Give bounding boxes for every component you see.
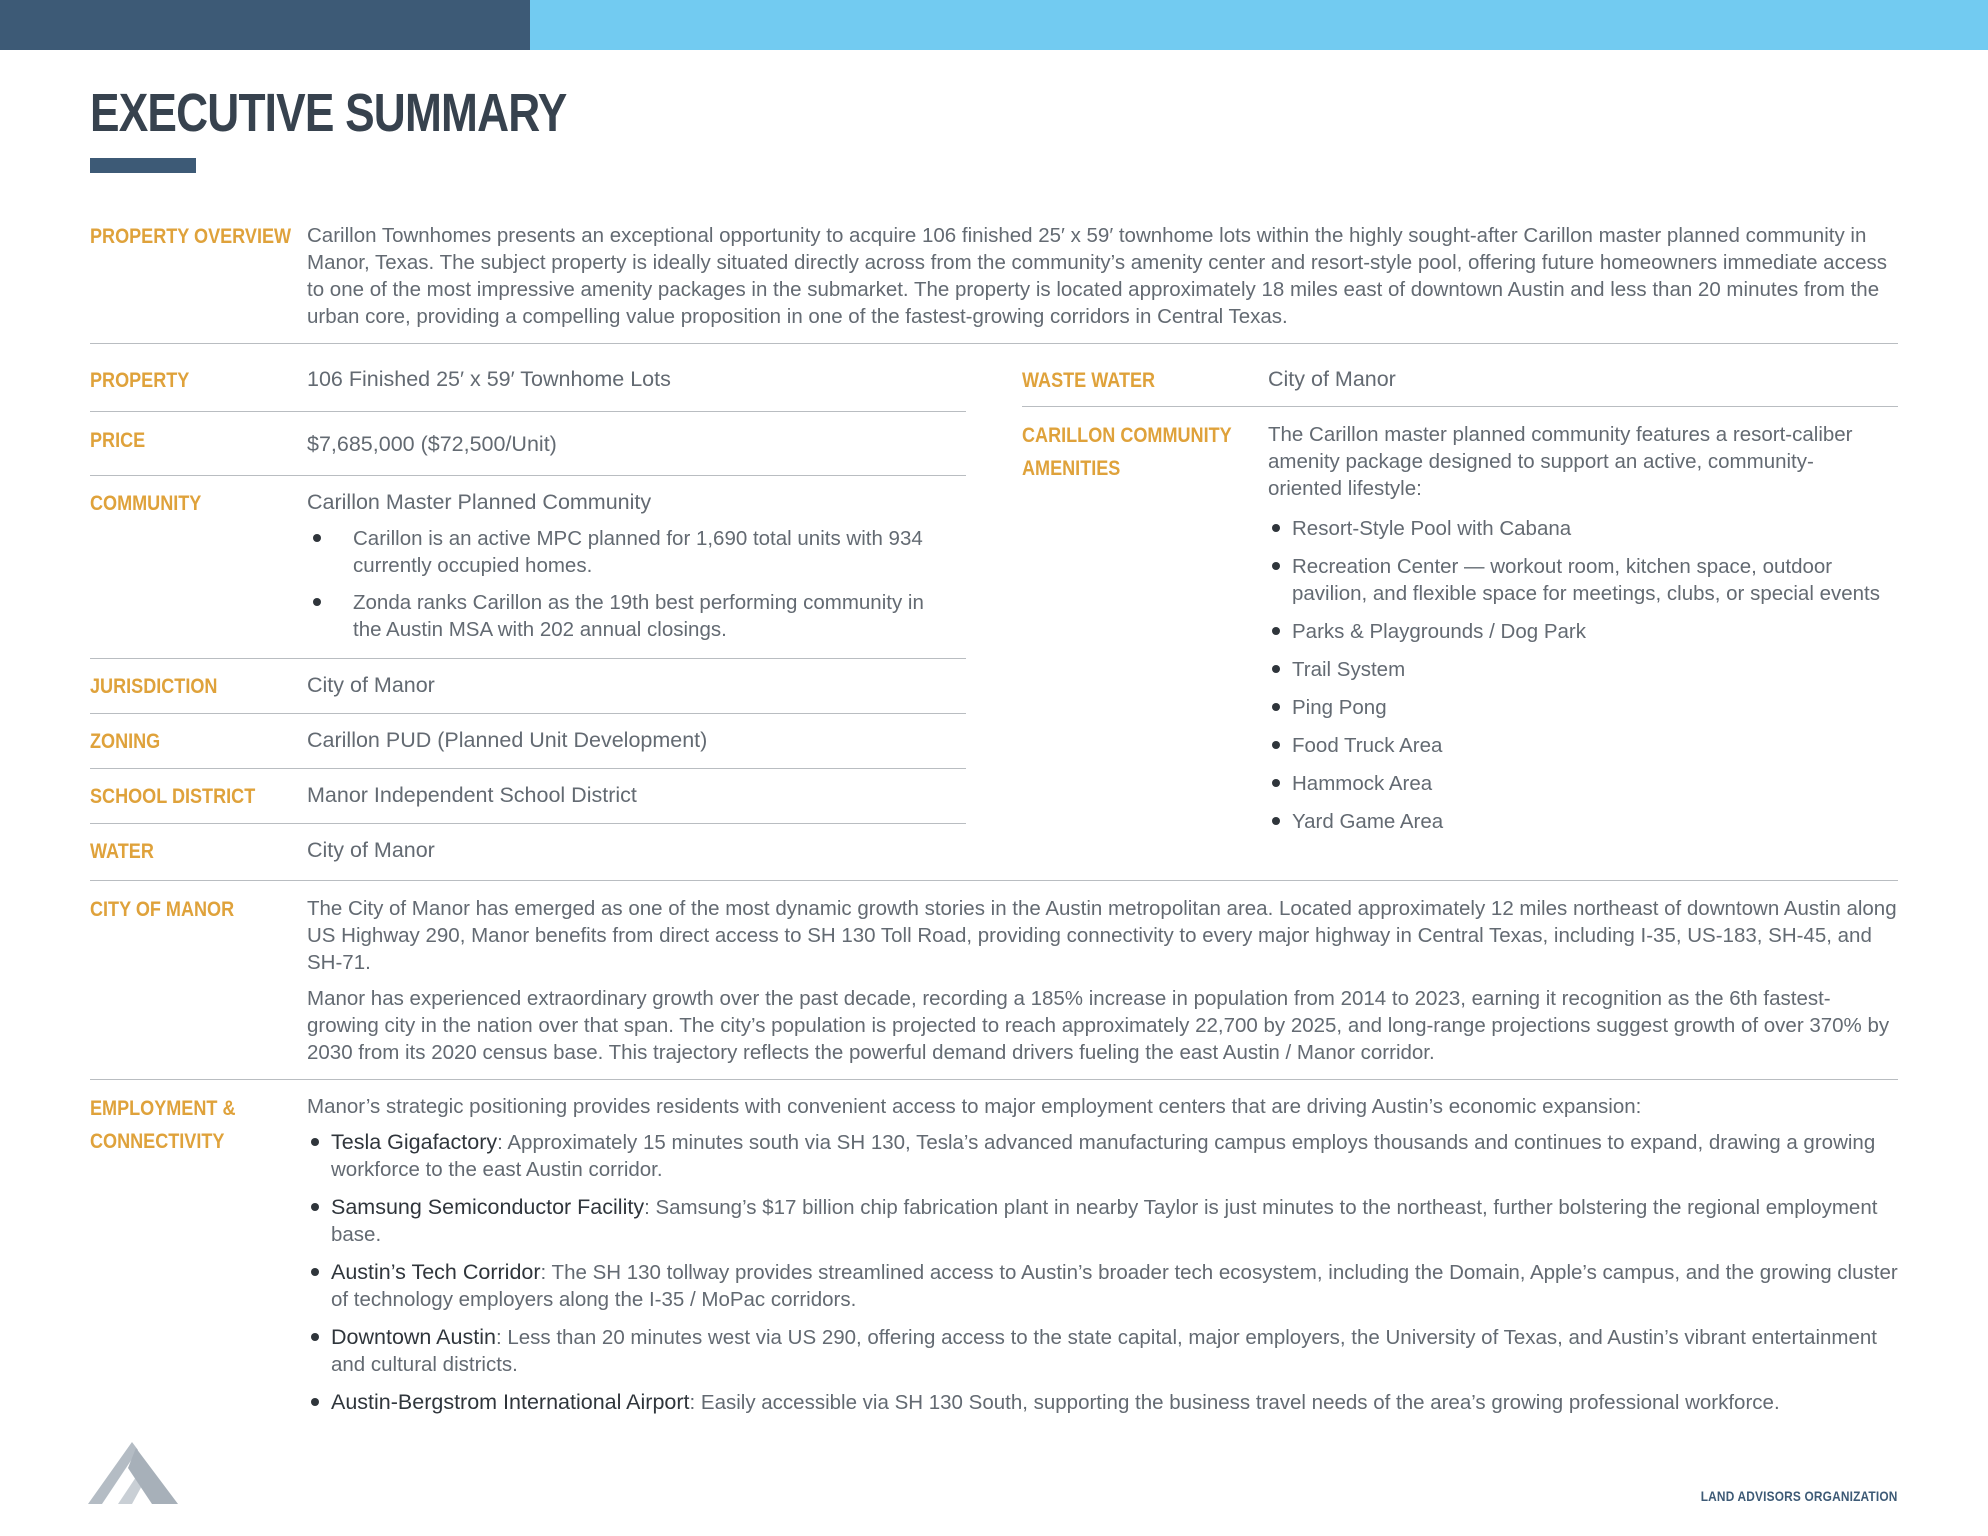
list-item: Austin-Bergstrom International Airport: Easily accessible via SH 130 South, supporting the business travel needs of the area’s growing professional workforce. xyxy=(307,1389,1907,1416)
value-school-district: Manor Independent School District xyxy=(307,783,637,807)
list-item: Samsung Semiconductor Facility: Samsung’s $17 billion chip fabrication plant in nearby Taylor is just minutes to the northeast, further bolstering the regional employment base. xyxy=(307,1194,1907,1248)
employment-list xyxy=(307,1129,1907,1427)
divider xyxy=(90,880,1898,881)
bullet-icon xyxy=(311,1333,319,1341)
city-of-manor-para-1: The City of Manor has emerged as one of the most dynamic growth stories in the Austin metropolitan area. Located approximately 12 miles northeast of downtown Austin along US Highway 290, Manor benefits from direct access to SH 130 Toll Road, providing connectivity to every major highway in Central Texas, including I-35, US-183, SH-45, and SH-71. xyxy=(307,897,1897,974)
list-item: Food Truck Area xyxy=(1268,732,1888,759)
label-amenities-line1: CARILLON COMMUNITY xyxy=(1022,424,1232,447)
amenities-list xyxy=(1268,515,1888,846)
list-item: Yard Game Area xyxy=(1268,808,1888,835)
label-employment-line2: CONNECTIVITY xyxy=(90,1130,225,1153)
label-amenities-line2: AMENITIES xyxy=(1022,457,1121,480)
value-property: 106 Finished 25′ x 59′ Townhome Lots xyxy=(307,367,671,391)
label-zoning: ZONING xyxy=(90,730,161,753)
value-community: Carillon Master Planned Community xyxy=(307,490,652,514)
divider xyxy=(90,343,1898,344)
employment-intro: Manor’s strategic positioning provides residents with convenient access to major employment centers that are driving Austin’s economic expansion: xyxy=(307,1095,1642,1118)
bullet-icon xyxy=(313,598,321,606)
list-item: Hammock Area xyxy=(1268,770,1888,797)
list-item: Carillon is an active MPC planned for 1,690 total units with 934 currently occupied homes. xyxy=(307,525,957,579)
list-item: Austin’s Tech Corridor: The SH 130 tollway provides streamlined access to Austin’s broader tech ecosystem, including the Domain, Apple’s campus, and the growing cluster of technology employers along the I-35 / MoPac corridors. xyxy=(307,1259,1907,1313)
page-title: EXECUTIVE SUMMARY xyxy=(90,83,567,143)
divider xyxy=(90,411,966,412)
divider xyxy=(90,475,966,476)
divider xyxy=(1022,406,1898,407)
divider xyxy=(90,823,966,824)
bullet-icon xyxy=(311,1398,319,1406)
value-jurisdiction: City of Manor xyxy=(307,673,435,697)
label-jurisdiction: JURISDICTION xyxy=(90,675,218,698)
list-item: Trail System xyxy=(1268,656,1888,683)
footer-brand: LAND ADVISORS ORGANIZATION xyxy=(1701,1488,1898,1504)
label-school-district: SCHOOL DISTRICT xyxy=(90,785,256,808)
bullet-icon xyxy=(313,534,321,542)
label-price: PRICE xyxy=(90,429,146,452)
divider xyxy=(90,658,966,659)
list-item: Ping Pong xyxy=(1268,694,1888,721)
header-accent-bar-dark xyxy=(0,0,530,50)
bullet-icon xyxy=(1272,665,1280,673)
city-of-manor-para-2: Manor has experienced extraordinary growth over the past decade, recording a 185% increase in population from 2014 to 2023, earning it recognition as the 6th fastest-growing city in the nation over that span. The city’s population is projected to reach approximately 22,700 by 2025, and long-range projections suggest growth of over 370% by 2030 from its 2020 census base. This trajectory reflects the powerful demand drivers fueling the east Austin / Manor corridor. xyxy=(307,987,1890,1064)
label-water: WATER xyxy=(90,840,154,863)
bullet-icon xyxy=(311,1203,319,1211)
list-item: Downtown Austin: Less than 20 minutes west via US 290, offering access to the state capital, major employers, the University of Texas, and Austin’s vibrant entertainment and cultural districts. xyxy=(307,1324,1907,1378)
bullet-icon xyxy=(1272,524,1280,532)
list-item: Parks & Playgrounds / Dog Park xyxy=(1268,618,1888,645)
list-item: Recreation Center — workout room, kitchen space, outdoor pavilion, and flexible space for meetings, clubs, or special events xyxy=(1268,553,1888,607)
label-city-of-manor: CITY OF MANOR xyxy=(90,898,235,921)
bullet-icon xyxy=(1272,779,1280,787)
list-item: Tesla Gigafactory: Approximately 15 minutes south via SH 130, Tesla’s advanced manufacturing campus employs thousands and continues to expand, drawing a growing workforce to the east Austin corridor. xyxy=(307,1129,1907,1183)
value-price: $7,685,000 ($72,500/Unit) xyxy=(307,432,557,456)
amenities-intro: The Carillon master planned community features a resort-caliber amenity package designed to support an active, community-oriented lifestyle: xyxy=(1268,423,1853,500)
label-employment-line1: EMPLOYMENT & xyxy=(90,1097,236,1120)
bullet-icon xyxy=(311,1138,319,1146)
bullet-icon xyxy=(1272,627,1280,635)
value-waste-water: City of Manor xyxy=(1268,367,1396,391)
bullet-icon xyxy=(1272,562,1280,570)
label-waste-water: WASTE WATER xyxy=(1022,369,1156,392)
divider xyxy=(90,1079,1898,1080)
community-bullet-list xyxy=(307,525,957,653)
property-overview-text: Carillon Townhomes presents an exceptional opportunity to acquire 106 finished 25′ x 59′ townhome lots within the highly sought-after Carillon master planned community in Manor, Texas. The subject property is ideally situated directly across from the community’s amenity center and resort-style pool, offering future homeowners immediate access to one of the most impressive amenity packages in the submarket. The property is located approximately 18 miles east of downtown Austin and less than 20 minutes from the urban core, providing a compelling value proposition in one of the fastest-growing corridors in Central Texas. xyxy=(307,224,1887,328)
title-underline xyxy=(90,158,196,173)
land-advisors-logo-icon xyxy=(88,1440,178,1504)
bullet-icon xyxy=(1272,703,1280,711)
bullet-icon xyxy=(1272,817,1280,825)
divider xyxy=(90,768,966,769)
bullet-icon xyxy=(311,1268,319,1276)
list-item: Resort-Style Pool with Cabana xyxy=(1268,515,1888,542)
label-property-overview: PROPERTY OVERVIEW xyxy=(90,225,292,248)
label-community: COMMUNITY xyxy=(90,492,202,515)
value-water: City of Manor xyxy=(307,838,435,862)
bullet-icon xyxy=(1272,741,1280,749)
label-property: PROPERTY xyxy=(90,369,190,392)
list-item: Zonda ranks Carillon as the 19th best performing community in the Austin MSA with 202 annual closings. xyxy=(307,589,957,643)
divider xyxy=(90,713,966,714)
value-zoning: Carillon PUD (Planned Unit Development) xyxy=(307,728,708,752)
